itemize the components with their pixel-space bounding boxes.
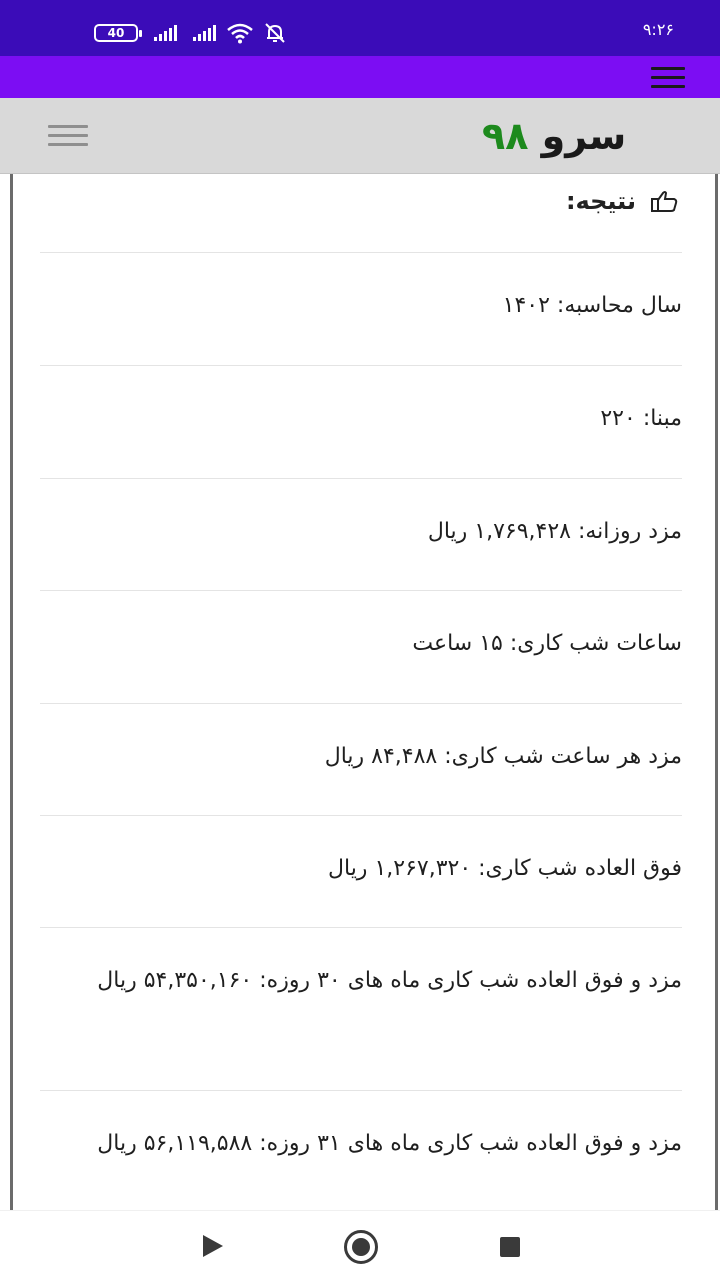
home-icon[interactable] (344, 1230, 378, 1264)
signal-icon (154, 25, 177, 41)
thumbs-up-icon (648, 189, 680, 213)
row-unit: ریال (97, 1131, 137, 1156)
row-value: ۵۴,۳۵۰,۱۶۰ (143, 968, 253, 993)
row-unit: ریال (328, 856, 368, 881)
row-unit: ساعت (412, 631, 473, 656)
wifi-icon (226, 22, 254, 44)
row-label: مبنا: (642, 406, 682, 431)
site-logo[interactable] (482, 114, 626, 158)
result-row (40, 927, 682, 1090)
row-label: سال محاسبه: (556, 293, 682, 318)
recent-apps-icon[interactable] (500, 1237, 520, 1257)
row-label: فوق العاده شب کاری: (478, 856, 682, 881)
result-row (40, 815, 682, 927)
row-unit: ریال (324, 744, 365, 769)
app-bar (0, 56, 720, 98)
bell-off-icon (264, 22, 286, 44)
status-time: ۹:۲۶ (642, 20, 674, 39)
battery-icon (94, 24, 138, 42)
result-row (40, 703, 682, 815)
row-value: ۱۵ (479, 631, 503, 656)
result-row (40, 590, 682, 703)
row-value: ۱۴۰۲ (502, 293, 550, 318)
battery-level: 40 (107, 26, 125, 40)
logo-number: ۹۸ (482, 114, 529, 158)
row-unit: ریال (97, 968, 137, 993)
result-heading-text: نتیجه: (565, 187, 636, 215)
row-label: مزد و فوق العاده شب کاری ماه های ۳۰ روزه: (259, 968, 682, 993)
navigation-bar (0, 1210, 720, 1280)
row-value: ۸۴,۴۸۸ (371, 744, 438, 769)
row-unit: ریال (427, 519, 468, 544)
row-label: مزد و فوق العاده شب کاری ماه های ۳۱ روزه: (259, 1131, 682, 1156)
logo-text: سرو (541, 114, 627, 158)
row-value: ۵۶,۱۱۹,۵۸۸ (143, 1131, 253, 1156)
row-value: ۲۲۰ (600, 406, 636, 431)
result-row (40, 478, 682, 590)
row-label: مزد روزانه: (577, 519, 682, 544)
result-row (40, 1090, 682, 1210)
signal-icon-2 (193, 25, 216, 41)
result-row (40, 252, 682, 365)
menu-icon[interactable] (651, 67, 685, 89)
status-icons (94, 21, 286, 45)
row-label: ساعات شب کاری: (509, 631, 682, 656)
status-bar (0, 0, 720, 56)
site-menu-icon[interactable] (48, 125, 88, 147)
result-heading (566, 186, 680, 216)
row-label: مزد هر ساعت شب کاری: (444, 744, 682, 769)
row-value: ۱,۲۶۷,۳۲۰ (374, 856, 472, 881)
back-icon[interactable] (203, 1235, 223, 1257)
row-value: ۱,۷۶۹,۴۲۸ (474, 519, 571, 544)
result-row (40, 365, 682, 478)
